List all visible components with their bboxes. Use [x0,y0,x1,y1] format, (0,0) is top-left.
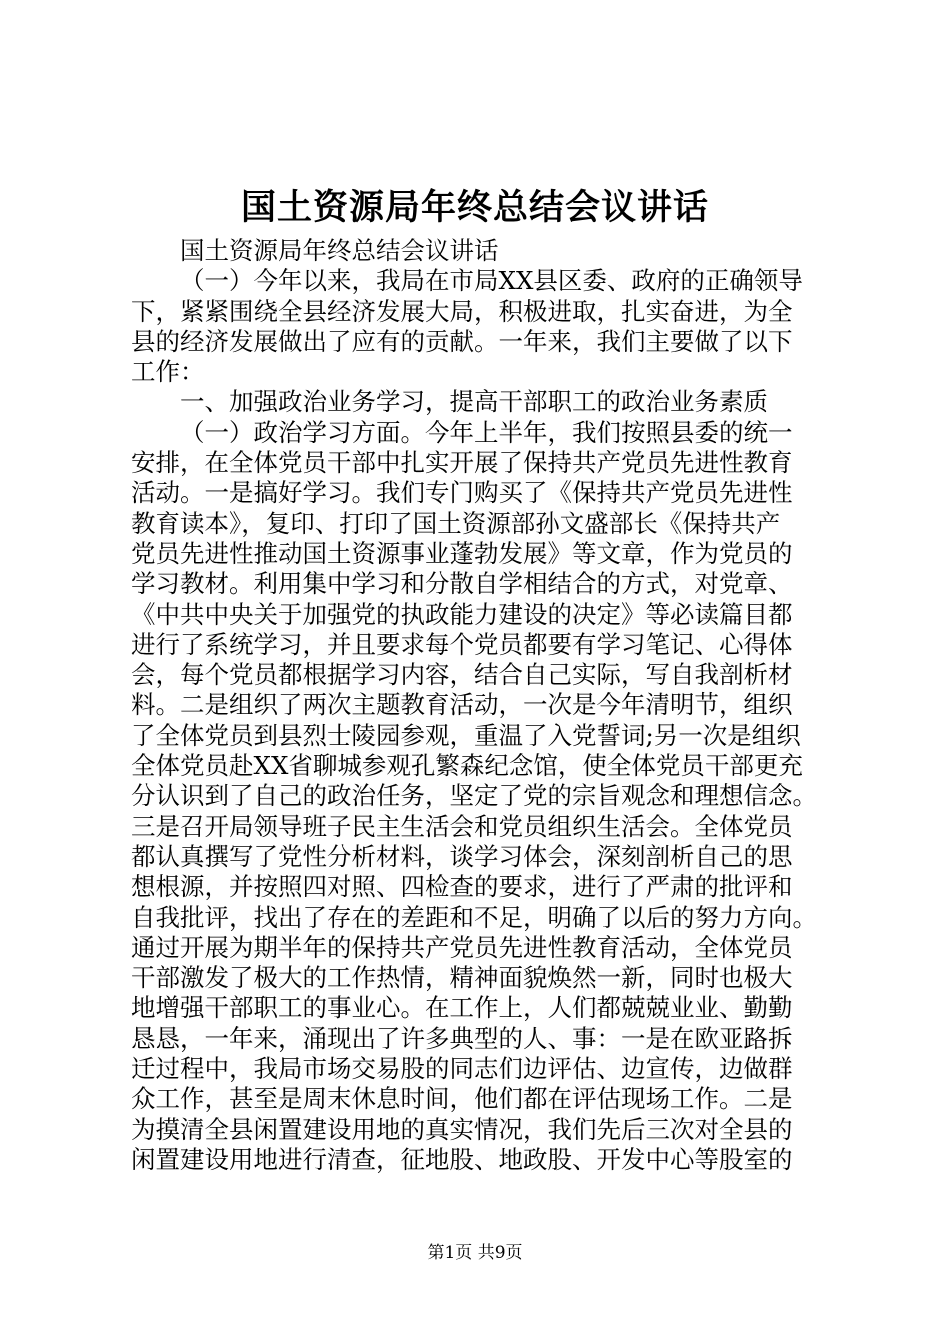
text-line: 安排，在全体党员干部中扎实开展了保持共产党员先进性教育 [131,448,793,478]
text-line: 活动。一是搞好学习。我们专门购买了《保持共产党员先进性 [131,478,793,508]
text-line: 学习教材。利用集中学习和分散自学相结合的方式，对党章、 [131,569,793,599]
text-line: 料。二是组织了两次主题教育活动，一次是今年清明节，组织 [131,690,793,720]
text-line: 会，每个党员都根据学习内容，结合自己实际，写自我剖析材 [131,660,793,690]
text-line: 地增强干部职工的事业心。在工作上，人们都兢兢业业、勤勤 [131,993,793,1023]
text-line: 想根源，并按照四对照、四检查的要求，进行了严肃的批评和 [131,872,793,902]
text-line: 迁过程中，我局市场交易股的同志们边评估、边宣传，边做群 [131,1054,793,1084]
text-line: 众工作，甚至是周末休息时间，他们都在评估现场工作。二是 [131,1084,793,1114]
document-body [131,236,821,1175]
text-line: 进行了系统学习，并且要求每个党员都要有学习笔记、心得体 [131,629,793,659]
text-line: 为摸清全县闲置建设用地的真实情况，我们先后三次对全县的 [131,1114,793,1144]
text-line: 通过开展为期半年的保持共产党员先进性教育活动，全体党员 [131,932,793,962]
text-line: （一）政治学习方面。今年上半年，我们按照县委的统一 [180,417,793,447]
text-line: 党员先进性推动国土资源事业蓬勃发展》等文章，作为党员的 [131,538,793,568]
text-line: 教育读本》，复印、打印了国土资源部孙文盛部长《保持共产 [131,508,781,538]
text-line: 分认识到了自己的政治任务，坚定了党的宗旨观念和理想信念。 [131,781,817,811]
text-line: 都认真撰写了党性分析材料，谈学习体会，深刻剖析自己的思 [131,841,793,871]
page-footer: 第1页 共9页 [427,1243,523,1263]
text-line: 闲置建设用地进行清查，征地股、地政股、开发中心等股室的 [131,1144,793,1174]
document-title: 国土资源局年终总结会议讲话 [240,187,709,228]
text-line: 县的经济发展做出了应有的贡献。一年来，我们主要做了以下 [131,326,793,356]
text-line: 一、加强政治业务学习，提高干部职工的政治业务素质 [180,387,768,417]
text-line: 工作： [131,357,205,387]
text-line: 《中共中央关于加强党的执政能力建设的决定》等必读篇目都 [131,599,793,629]
text-line: 自我批评，找出了存在的差距和不足，明确了以后的努力方向。 [131,902,817,932]
text-line: 干部激发了极大的工作热情，精神面貌焕然一新，同时也极大 [131,963,793,993]
text-line: 下，紧紧围绕全县经济发展大局，积极进取，扎实奋进，为全 [131,296,793,326]
text-line: 了全体党员到县烈士陵园参观，重温了入党誓词;另一次是组织 [131,720,801,750]
text-line: 国土资源局年终总结会议讲话 [180,236,499,265]
text-line: （一）今年以来，我局在市局XX县区委、政府的正确领导 [180,266,803,296]
text-line: 恳恳，一年来，涌现出了许多典型的人、事：一是在欧亚路拆 [131,1023,793,1053]
text-line: 全体党员赴XX省聊城参观孔繁森纪念馆，使全体党员干部更充 [131,751,803,781]
text-line: 三是召开局领导班子民主生活会和党员组织生活会。全体党员 [131,811,793,841]
